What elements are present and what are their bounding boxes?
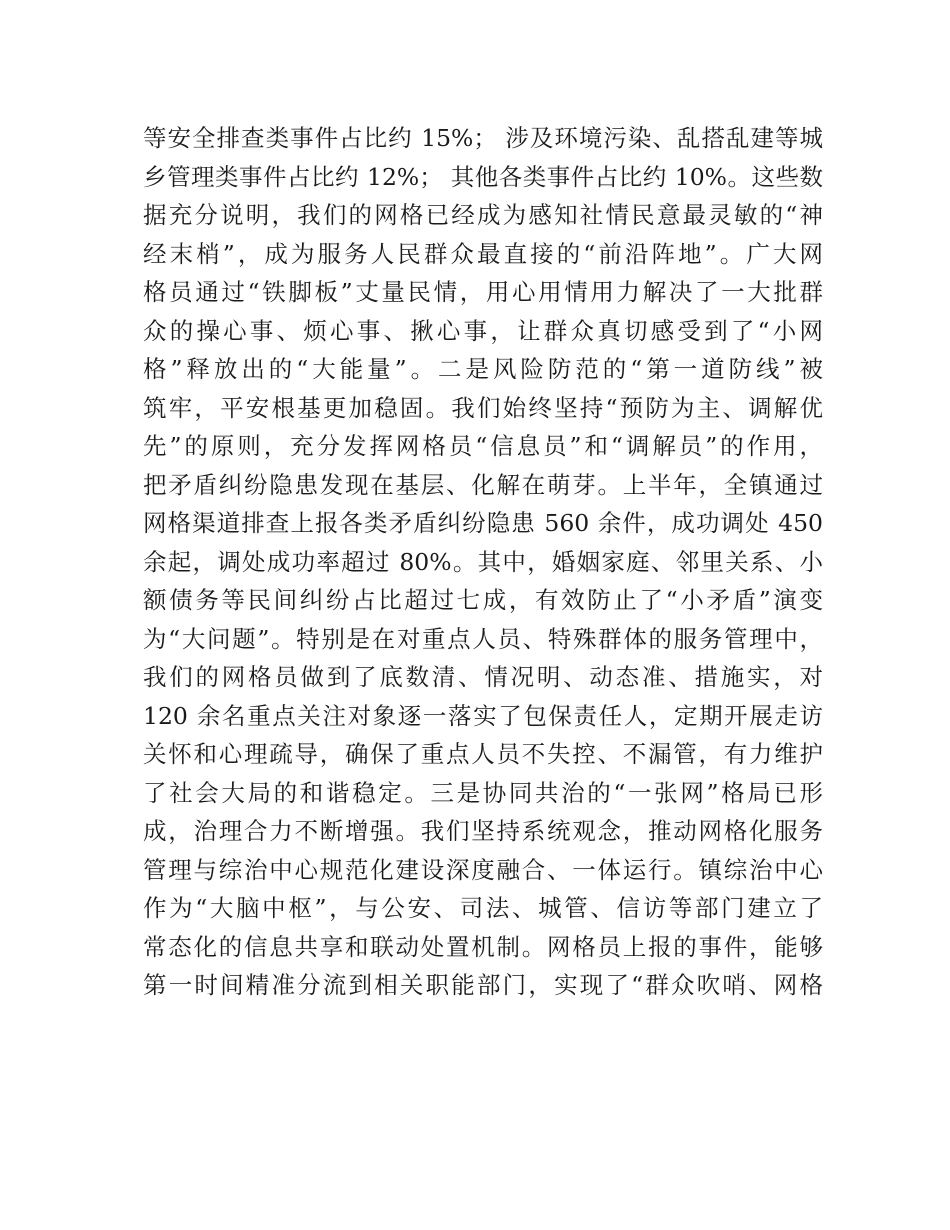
text-line-1: 等安全排查类事件占比约 15%； 涉及环境污染、乱搭乱建等城 (143, 124, 823, 152)
text-line-2: 乡管理类事件占比约 12%； 其他各类事件占比约 10%。这些数 (143, 162, 823, 191)
body-paragraph (143, 119, 823, 1005)
text-line-13: 额债务等民间纠纷占比超过七成，有效防止了“小矛盾”演变 (143, 586, 823, 614)
text-line-17: 关怀和心理疏导，确保了重点人员不失控、不漏管，有力维护 (143, 740, 823, 768)
text-line-14: 为“大问题”。特别是在对重点人员、特殊群体的服务管理中， (143, 624, 823, 653)
text-line-7: 格”释放出的“大能量”。二是风险防范的“第一道防线”被 (143, 355, 823, 383)
text-line-4: 经末梢”，成为服务人民群众最直接的“前沿阵地”。广大网 (143, 239, 823, 268)
text-line-12: 余起，调处成功率超过 80%。其中，婚姻家庭、邻里关系、小 (143, 547, 823, 576)
text-line-16: 120 余名重点关注对象逐一落实了包保责任人，定期开展走访 (143, 701, 823, 730)
text-line-9: 先”的原则，充分发挥网格员“信息员”和“调解员”的作用， (143, 432, 823, 460)
text-line-19: 成，治理合力不断增强。我们坚持系统观念，推动网格化服务 (143, 817, 823, 845)
text-line-18: 了社会大局的和谐稳定。三是协同共治的“一张网”格局已形 (143, 778, 823, 807)
text-line-23: 第一时间精准分流到相关职能部门，实现了“群众吹哨、网格 (143, 971, 823, 999)
text-line-11: 网格渠道排查上报各类矛盾纠纷隐患 560 余件，成功调处 450 (143, 509, 823, 537)
text-line-20: 管理与综治中心规范化建设深度融合、一体运行。镇综治中心 (143, 855, 823, 884)
text-line-10: 把矛盾纠纷隐患发现在基层、化解在萌芽。上半年，全镇通过 (143, 470, 823, 499)
text-line-5: 格员通过“铁脚板”丈量民情，用心用情用力解决了一大批群 (143, 278, 823, 306)
text-line-8: 筑牢，平安根基更加稳固。我们始终坚持“预防为主、调解优 (143, 393, 823, 422)
text-line-22: 常态化的信息共享和联动处置机制。网格员上报的事件，能够 (143, 932, 823, 961)
text-line-21: 作为“大脑中枢”，与公安、司法、城管、信访等部门建立了 (143, 894, 823, 922)
text-line-3: 据充分说明，我们的网格已经成为感知社情民意最灵敏的“神 (143, 201, 823, 229)
text-line-15: 我们的网格员做到了底数清、情况明、动态准、措施实，对 (143, 663, 823, 691)
text-line-6: 众的操心事、烦心事、揪心事，让群众真切感受到了“小网 (143, 316, 823, 345)
